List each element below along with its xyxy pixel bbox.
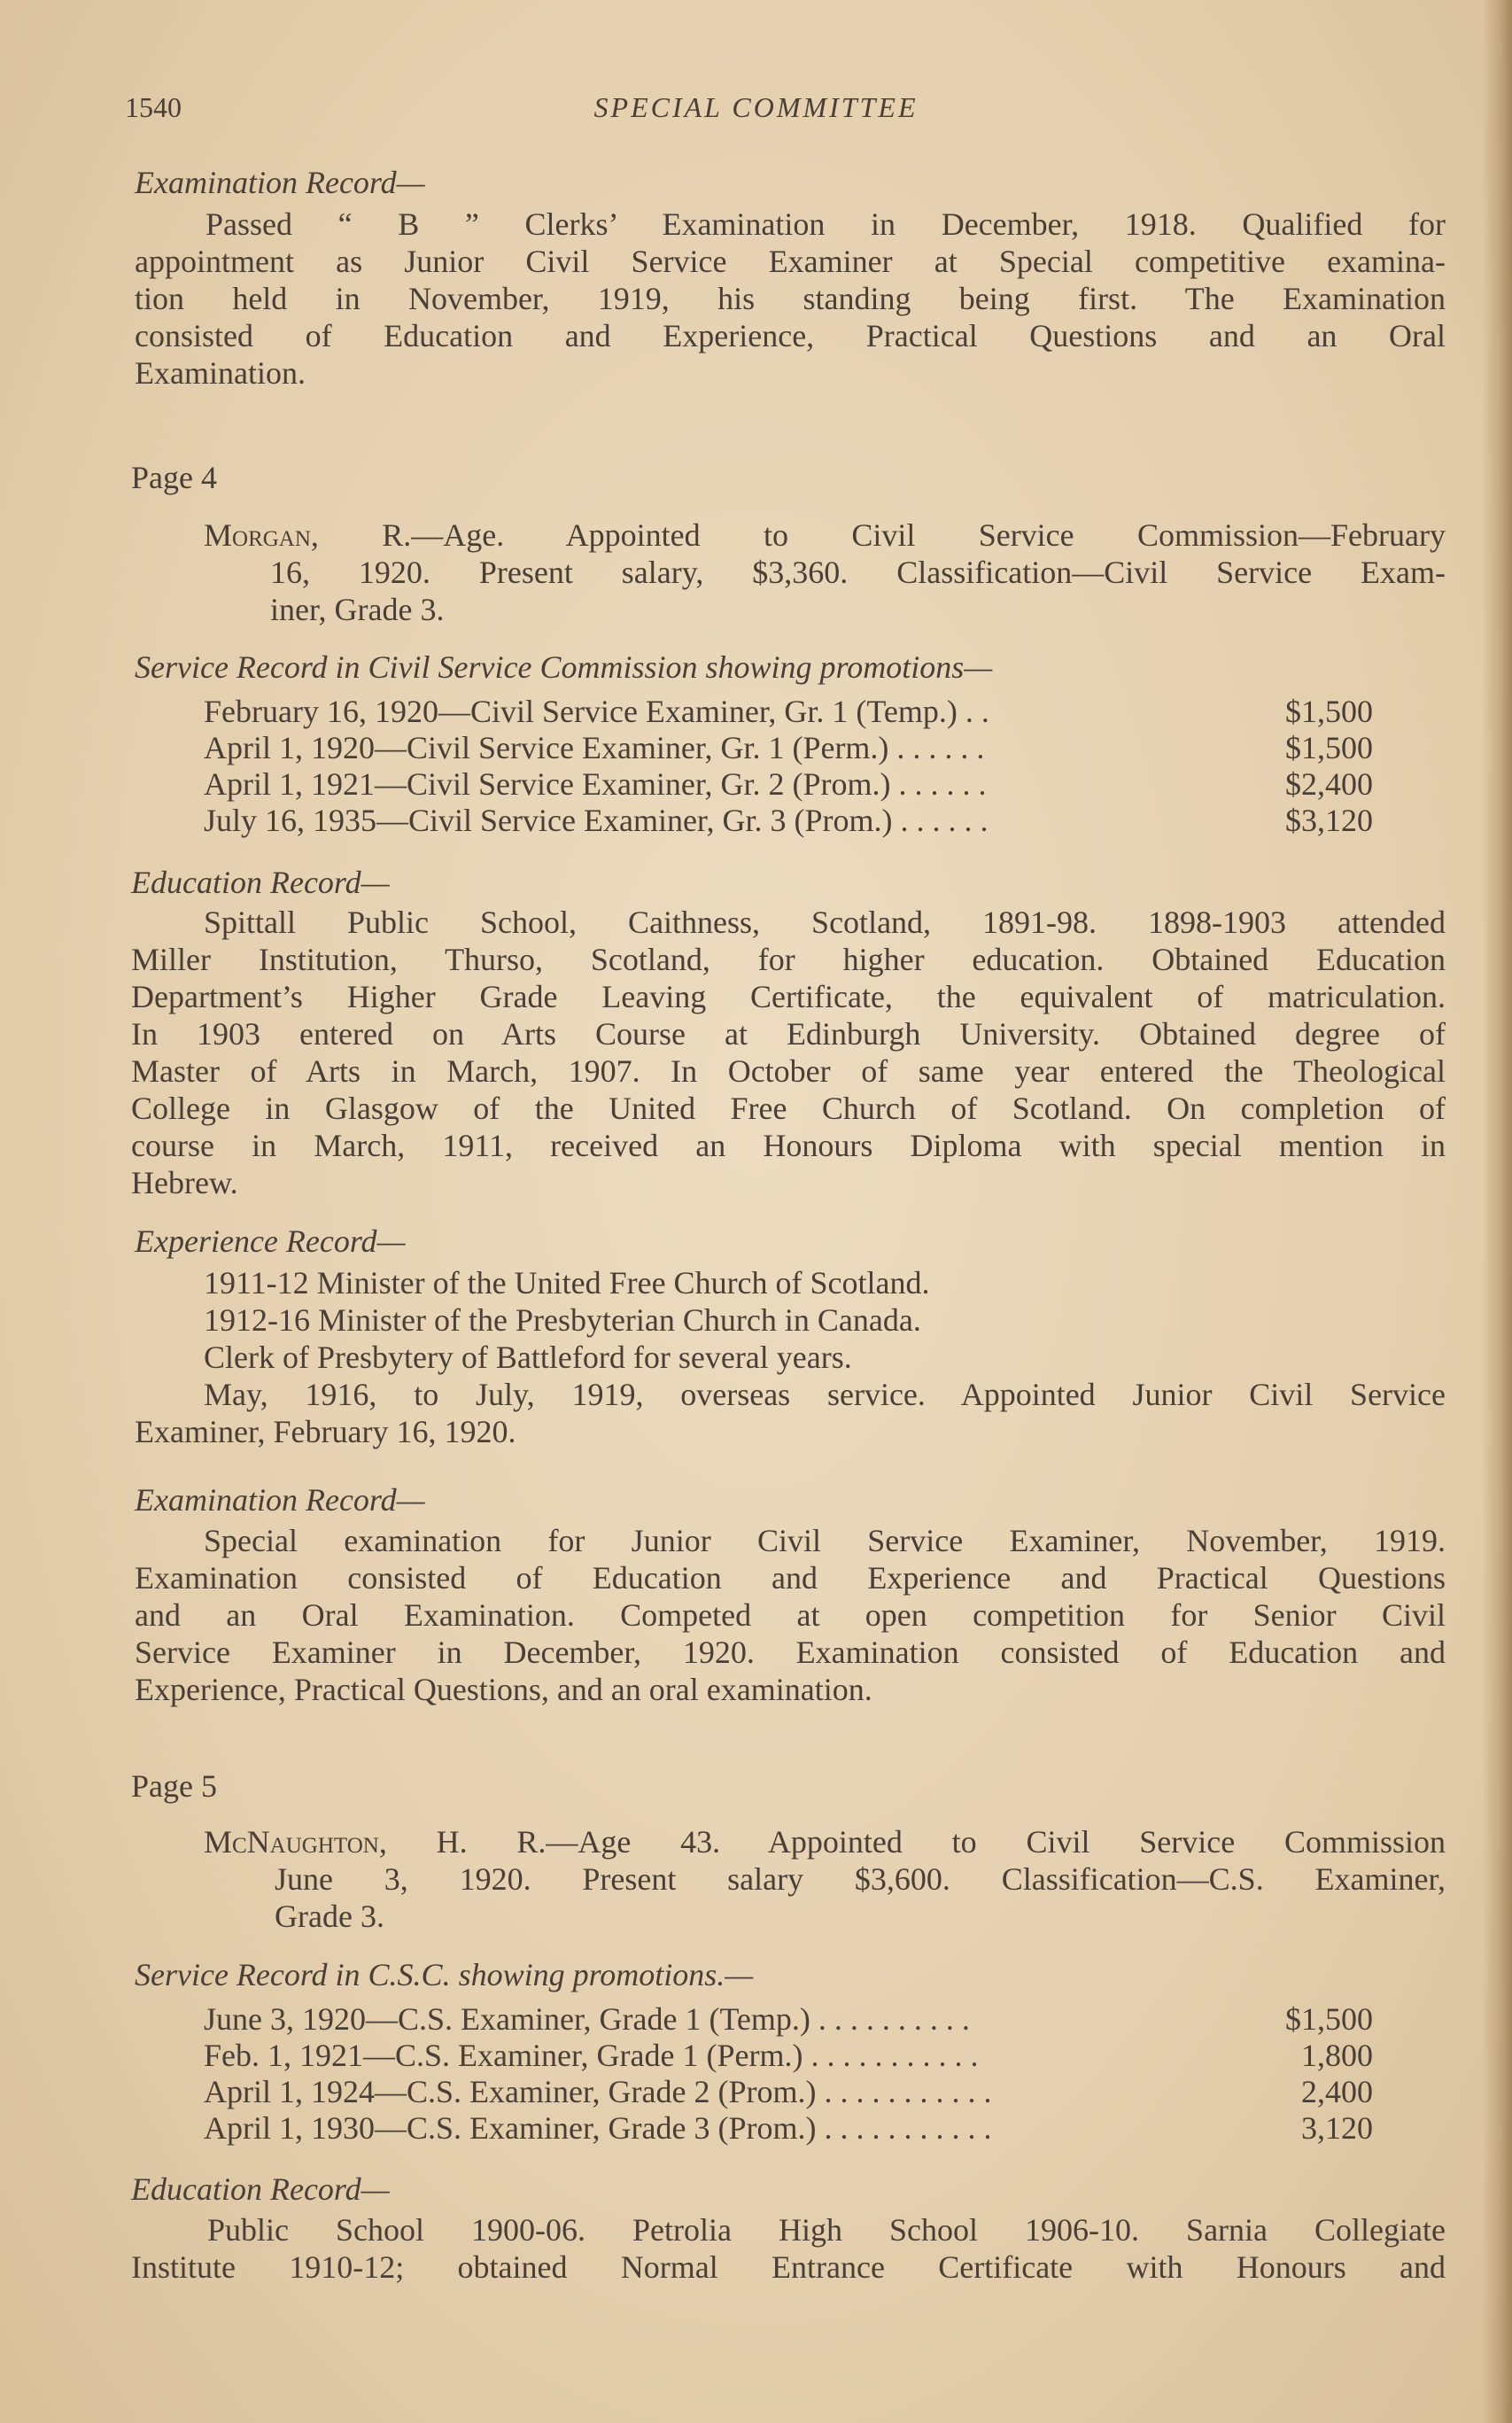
- page-edge-shadow: [1482, 0, 1512, 2423]
- paragraph-line: Miller Institution, Thurso, Scotland, for higher education. Obtained Education: [131, 942, 1446, 977]
- paragraph-line: Examination consisted of Education and Experience and Practical Questions: [135, 1560, 1446, 1596]
- paragraph-line: Morgan, R.—Age. Appointed to Civil Service Commission—February: [204, 517, 1446, 553]
- paragraph-line: Department’s Higher Grade Leaving Certificate, the equivalent of matriculation.: [131, 979, 1446, 1014]
- service-row: June 3, 1920—C.S. Examiner, Grade 1 (Temp.) . . . . . . . . . .: [204, 2001, 970, 2037]
- paragraph-line: In 1903 entered on Arts Course at Edinburgh University. Obtained degree of: [131, 1016, 1446, 1052]
- paragraph-line: Spittall Public School, Caithness, Scotland, 1891-98. 1898-1903 attended: [204, 905, 1446, 940]
- paragraph-line: June 3, 1920. Present salary $3,600. Classification—C.S. Examiner,: [275, 1861, 1446, 1897]
- running-head: SPECIAL COMMITTEE: [593, 91, 919, 123]
- service-amount: $1,500: [1285, 730, 1373, 765]
- experience-line: 1911-12 Minister of the United Free Church of Scotland.: [204, 1265, 930, 1301]
- page4-exam-paragraph: [135, 1522, 1446, 1708]
- page5-education-heading: Education Record—: [131, 2171, 390, 2207]
- paragraph-line: 16, 1920. Present salary, $3,360. Classification—Civil Service Exam-: [270, 555, 1446, 590]
- page4-label: Page 4: [131, 460, 217, 495]
- service-amount: 1,800: [1301, 2038, 1373, 2073]
- service-amount: $3,120: [1285, 803, 1373, 838]
- page4-service-heading: Service Record in Civil Service Commission showing promotions—: [135, 649, 993, 685]
- page4-intro-cont: [270, 554, 1446, 628]
- service-amount: 3,120: [1301, 2110, 1373, 2146]
- paragraph-line: Special examination for Junior Civil Service Examiner, November, 1919.: [204, 1523, 1446, 1558]
- service-row: April 1, 1921—Civil Service Examiner, Gr. 2 (Prom.) . . . . . .: [204, 766, 987, 802]
- experience-line: 1912-16 Minister of the Presbyterian Church in Canada.: [204, 1302, 921, 1338]
- paragraph-line: College in Glasgow of the United Free Church of Scotland. On completion of: [131, 1091, 1446, 1126]
- page4-exam-heading: Examination Record—: [135, 1482, 425, 1518]
- service-row: February 16, 1920—Civil Service Examiner, Gr. 1 (Temp.) . .: [204, 694, 989, 729]
- person-name: Morgan: [204, 517, 311, 553]
- page5-label: Page 5: [131, 1768, 217, 1804]
- service-amount: 2,400: [1301, 2074, 1373, 2109]
- paragraph-line: consisted of Education and Experience, Practical Questions and an Oral: [135, 318, 1446, 353]
- page4-experience-heading: Experience Record—: [135, 1223, 406, 1259]
- page5-intro: [204, 1823, 1446, 1860]
- page5-service-heading: Service Record in C.S.C. showing promotions.—: [135, 1957, 754, 1992]
- page4-education-heading: Education Record—: [131, 865, 390, 900]
- paragraph-line: Public School 1900-06. Petrolia High School 1906-10. Sarnia Collegiate: [207, 2212, 1446, 2248]
- paragraph-line: Experience, Practical Questions, and an oral examination.: [135, 1672, 872, 1707]
- paragraph-line: Institute 1910-12; obtained Normal Entrance Certificate with Honours and: [131, 2249, 1446, 2285]
- paragraph-line: May, 1916, to July, 1919, overseas service. Appointed Junior Civil Service: [204, 1377, 1446, 1412]
- paragraph-line: appointment as Junior Civil Service Examiner at Special competitive examina-: [135, 244, 1446, 279]
- paragraph-line: Examination.: [135, 355, 306, 391]
- service-row: April 1, 1930—C.S. Examiner, Grade 3 (Prom.) . . . . . . . . . . .: [204, 2110, 992, 2146]
- paragraph-line: McNaughton, H. R.—Age 43. Appointed to Civil Service Commission: [204, 1824, 1446, 1860]
- experience-line: Clerk of Presbytery of Battleford for several years.: [204, 1340, 852, 1375]
- paragraph-line: Master of Arts in March, 1907. In October of same year entered the Theological: [131, 1053, 1446, 1089]
- service-row: April 1, 1920—Civil Service Examiner, Gr. 1 (Perm.) . . . . . .: [204, 730, 985, 765]
- paragraph-line: course in March, 1911, received an Honours Diploma with special mention in: [131, 1128, 1446, 1163]
- service-row: Feb. 1, 1921—C.S. Examiner, Grade 1 (Perm.) . . . . . . . . . . .: [204, 2038, 979, 2073]
- page5-education-paragraph: [131, 2211, 1446, 2286]
- paragraph-line: Service Examiner in December, 1920. Examination consisted of Education and: [135, 1635, 1446, 1670]
- block1-paragraph: [135, 206, 1446, 392]
- person-name: McNaughton: [204, 1824, 379, 1860]
- page4-intro: [204, 516, 1446, 554]
- block1-heading: Examination Record—: [135, 165, 425, 200]
- paragraph-line: and an Oral Examination. Competed at open competition for Senior Civil: [135, 1597, 1446, 1633]
- service-amount: $1,500: [1285, 694, 1373, 729]
- paragraph-line: Grade 3.: [275, 1899, 384, 1934]
- paragraph-line: tion held in November, 1919, his standing being first. The Examination: [135, 281, 1446, 316]
- paragraph-line: iner, Grade 3.: [270, 592, 445, 627]
- page-number: 1540: [125, 91, 182, 123]
- paragraph-line: Hebrew.: [131, 1165, 238, 1200]
- page4-education-paragraph: [131, 904, 1446, 1201]
- service-row: April 1, 1924—C.S. Examiner, Grade 2 (Prom.) . . . . . . . . . . .: [204, 2074, 992, 2109]
- page4-experience-paragraph: [135, 1376, 1446, 1450]
- paragraph-line: Examiner, February 16, 1920.: [135, 1414, 516, 1449]
- page5-intro-cont: [275, 1860, 1446, 1935]
- service-amount: $2,400: [1285, 766, 1373, 802]
- paragraph-line: Passed “ B ” Clerks’ Examination in December, 1918. Qualified for: [205, 206, 1446, 242]
- service-row: July 16, 1935—Civil Service Examiner, Gr. 3 (Prom.) . . . . . .: [204, 803, 989, 838]
- service-amount: $1,500: [1285, 2001, 1373, 2037]
